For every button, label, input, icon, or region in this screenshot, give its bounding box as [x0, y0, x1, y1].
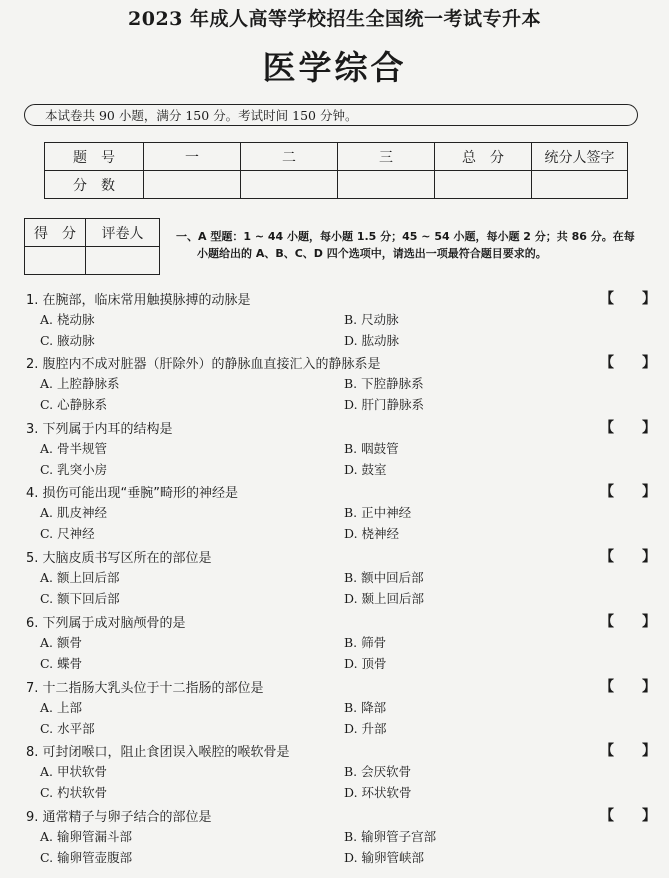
option-d[interactable]: D. 顶骨: [344, 656, 387, 671]
option-c[interactable]: C. 水平部: [40, 721, 95, 736]
score-table-score-row: [45, 171, 628, 199]
option-c[interactable]: C. 心静脉系: [40, 397, 108, 412]
option-c[interactable]: C. 蝶骨: [40, 656, 83, 671]
option-d[interactable]: D. 桡神经: [344, 526, 400, 541]
option-d[interactable]: D. 升部: [344, 721, 387, 736]
score-cell-part-3[interactable]: [338, 171, 435, 199]
option-b[interactable]: B. 输卵管子宫部: [344, 829, 437, 844]
option-a[interactable]: A. 额骨: [40, 635, 82, 650]
option-a[interactable]: A. 甲状软骨: [40, 764, 107, 779]
answer-bracket[interactable]: 【 】: [600, 614, 656, 630]
score-cell-part-1[interactable]: [144, 171, 241, 199]
answer-bracket[interactable]: 【 】: [600, 484, 656, 500]
grader-score-label: 得 分: [25, 219, 86, 247]
option-a[interactable]: A. 额上回后部: [40, 570, 120, 585]
question-item: [26, 677, 656, 741]
question-item: [26, 353, 656, 417]
question-stem: 9. 通常精子与卵子结合的部位是: [26, 810, 212, 825]
option-a[interactable]: A. 桡动脉: [40, 312, 95, 327]
exam-title: 2023 年成人高等学校招生全国统一考试专升本: [128, 8, 541, 30]
option-b[interactable]: B. 正中神经: [344, 505, 412, 520]
option-d[interactable]: D. 输卵管峡部: [344, 850, 425, 865]
option-c[interactable]: C. 输卵管壶腹部: [40, 850, 133, 865]
question-stem: 4. 损伤可能出现“垂腕”畸形的神经是: [26, 486, 239, 501]
option-c[interactable]: C. 乳突小房: [40, 462, 108, 477]
exam-notice: 本试卷共 90 小题，满分 150 分。考试时间 150 分钟。: [24, 104, 638, 126]
column-signature: 统分人签字: [532, 143, 628, 171]
question-stem: 5. 大脑皮质书写区所在的部位是: [26, 551, 212, 566]
option-b[interactable]: B. 尺动脉: [344, 312, 399, 327]
question-stem: 3. 下列属于内耳的结构是: [26, 422, 173, 437]
option-c[interactable]: C. 杓状软骨: [40, 785, 108, 800]
option-b[interactable]: B. 下腔静脉系: [344, 376, 424, 391]
section-instructions-line2: 小题给出的 A、B、C、D 四个选项中，请选出一项最符合题目要求的。: [197, 247, 547, 260]
question-item: [26, 806, 656, 870]
option-c[interactable]: C. 尺神经: [40, 526, 95, 541]
grader-score-cell[interactable]: [25, 247, 86, 275]
option-c[interactable]: C. 额下回后部: [40, 591, 120, 606]
score-cell-total[interactable]: [435, 171, 532, 199]
question-item: [26, 547, 656, 611]
option-b[interactable]: B. 额中回后部: [344, 570, 424, 585]
grader-table: [24, 218, 160, 275]
question-item: [26, 289, 656, 353]
score-cell-signature[interactable]: [532, 171, 628, 199]
question-item: [26, 418, 656, 482]
question-item: [26, 741, 656, 805]
grader-name-cell[interactable]: [86, 247, 160, 275]
question-stem: 1. 在腕部，临床常用触摸脉搏的动脉是: [26, 293, 251, 308]
option-a[interactable]: A. 输卵管漏斗部: [40, 829, 132, 844]
option-b[interactable]: B. 降部: [344, 700, 387, 715]
option-d[interactable]: D. 颞上回后部: [344, 591, 425, 606]
answer-bracket[interactable]: 【 】: [600, 679, 656, 695]
option-b[interactable]: B. 筛骨: [344, 635, 387, 650]
option-a[interactable]: A. 骨半规管: [40, 441, 107, 456]
score-table: [44, 142, 628, 199]
question-stem: 8. 可封闭喉口，阻止食团误入喉腔的喉软骨是: [26, 745, 290, 760]
section-instructions-line1: 一、A 型题：1 ~ 44 小题，每小题 1.5 分；45 ~ 54 小题，每小题 2 分；共 86 分。在每: [176, 230, 635, 243]
column-total: 总 分: [435, 143, 532, 171]
option-b[interactable]: B. 会厌软骨: [344, 764, 412, 779]
column-part-2: 二: [241, 143, 338, 171]
question-stem: 6. 下列属于成对脑颅骨的是: [26, 616, 186, 631]
answer-bracket[interactable]: 【 】: [600, 420, 656, 436]
option-b[interactable]: B. 咽鼓管: [344, 441, 399, 456]
answer-bracket[interactable]: 【 】: [600, 808, 656, 824]
answer-bracket[interactable]: 【 】: [600, 355, 656, 371]
score-table-header-row: [45, 143, 628, 171]
question-item: [26, 612, 656, 676]
option-d[interactable]: D. 环状软骨: [344, 785, 412, 800]
option-c[interactable]: C. 腋动脉: [40, 333, 95, 348]
answer-bracket[interactable]: 【 】: [600, 291, 656, 307]
question-item: [26, 482, 656, 546]
option-a[interactable]: A. 肌皮神经: [40, 505, 107, 520]
option-d[interactable]: D. 鼓室: [344, 462, 387, 477]
question-stem: 7. 十二指肠大乳头位于十二指肠的部位是: [26, 681, 264, 696]
answer-bracket[interactable]: 【 】: [600, 743, 656, 759]
score-label: 分 数: [45, 171, 144, 199]
question-number-label: 题 号: [45, 143, 144, 171]
question-stem: 2. 腹腔内不成对脏器（肝除外）的静脉血直接汇入的静脉系是: [26, 357, 381, 372]
option-d[interactable]: D. 肱动脉: [344, 333, 400, 348]
option-a[interactable]: A. 上部: [40, 700, 82, 715]
option-d[interactable]: D. 肝门静脉系: [344, 397, 425, 412]
option-a[interactable]: A. 上腔静脉系: [40, 376, 120, 391]
subject-title: 医学综合: [262, 48, 407, 87]
answer-bracket[interactable]: 【 】: [600, 549, 656, 565]
column-part-3: 三: [338, 143, 435, 171]
grader-name-label: 评卷人: [86, 219, 160, 247]
score-cell-part-2[interactable]: [241, 171, 338, 199]
section-instructions: [176, 228, 646, 262]
column-part-1: 一: [144, 143, 241, 171]
